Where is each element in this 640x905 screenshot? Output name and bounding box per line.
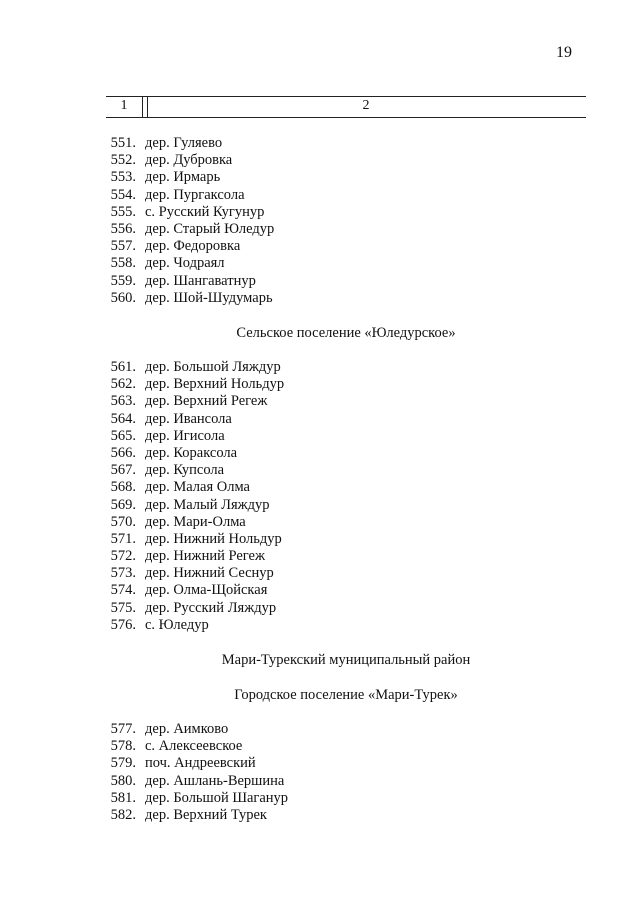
settlement-name: дер. Верхний Турек (145, 806, 267, 823)
item-number: 574. (110, 582, 136, 599)
list-item (106, 273, 274, 290)
list-item (106, 790, 288, 807)
settlement-name: дер. Верхний Нольдур (145, 376, 285, 393)
column-number-1: 1 (120, 98, 128, 113)
list-item (106, 773, 288, 790)
list-item (106, 617, 284, 634)
settlement-list-1 (106, 135, 274, 307)
settlement-name: поч. Андреевский (145, 755, 256, 772)
item-number: 566. (110, 444, 136, 461)
settlement-name: дер. Пургаксола (145, 186, 245, 203)
settlement-name: дер. Русский Ляждур (145, 599, 277, 616)
item-number: 582. (110, 806, 136, 823)
settlement-name: дер. Гуляево (145, 135, 223, 151)
item-number: 568. (110, 479, 136, 496)
list-item (106, 462, 284, 479)
item-number: 580. (110, 772, 136, 789)
list-item (106, 204, 274, 221)
list-item (106, 359, 284, 376)
item-number: 554. (110, 186, 136, 203)
item-number: 577. (110, 721, 136, 737)
settlement-name: с. Юледур (145, 616, 209, 633)
settlement-name: дер. Дубровка (145, 152, 233, 169)
list-item (106, 238, 274, 255)
item-number: 581. (110, 789, 136, 806)
item-number: 573. (110, 565, 136, 582)
settlement-name: дер. Большой Шаганур (145, 789, 289, 806)
settlement-name: дер. Кораксола (145, 444, 238, 461)
item-number: 571. (110, 530, 136, 547)
item-number: 567. (110, 462, 136, 479)
item-number: 560. (110, 289, 136, 306)
item-number: 575. (110, 599, 136, 616)
item-number: 561. (110, 359, 136, 375)
settlement-name: дер. Малый Ляждур (145, 496, 270, 513)
list-item (106, 428, 284, 445)
item-number: 563. (110, 393, 136, 410)
settlement-name: дер. Ашлань-Вершина (145, 772, 285, 789)
settlement-name: дер. Олма-Щойская (145, 582, 268, 599)
settlement-name: дер. Мари-Олма (145, 513, 246, 530)
list-item (106, 755, 288, 772)
list-item (106, 738, 288, 755)
list-item (106, 548, 284, 565)
item-number: 579. (110, 755, 136, 772)
settlement-name: дер. Ивансола (145, 410, 232, 427)
list-item (106, 152, 274, 169)
list-item (106, 600, 284, 617)
district-heading: Мари-Турекский муниципальный район (221, 652, 471, 668)
item-number: 564. (110, 410, 136, 427)
list-item (106, 531, 284, 548)
item-number: 553. (110, 169, 136, 186)
table-column-header (106, 96, 586, 118)
settlement-name: дер. Аимково (145, 721, 229, 737)
list-item (106, 187, 274, 204)
list-item (106, 169, 274, 186)
column-number-2: 2 (362, 98, 370, 113)
settlement-name: дер. Шой-Шудумарь (145, 289, 273, 306)
settlement-name: с. Алексеевское (145, 738, 243, 755)
item-number: 576. (110, 616, 136, 633)
list-item (106, 479, 284, 496)
item-number: 555. (110, 203, 136, 220)
item-number: 557. (110, 238, 136, 255)
section-heading-mari-turek: Городское поселение «Мари-Турек» (234, 687, 458, 703)
settlement-name: дер. Нижний Сеснур (145, 565, 274, 582)
list-item (106, 514, 284, 531)
list-item (106, 221, 274, 238)
item-number: 559. (110, 272, 136, 289)
list-item (106, 255, 274, 272)
item-number: 569. (110, 496, 136, 513)
settlement-name: дер. Федоровка (145, 238, 241, 255)
settlement-name: дер. Игисола (145, 427, 225, 444)
settlement-name: дер. Большой Ляждур (145, 359, 281, 375)
list-item (106, 290, 274, 307)
list-item (106, 807, 288, 824)
settlement-name: дер. Нижний Регеж (145, 548, 265, 565)
section-heading-yuledurskoe: Сельское поселение «Юледурское» (236, 325, 456, 341)
item-number: 562. (110, 376, 136, 393)
item-number: 556. (110, 220, 136, 237)
settlement-name: дер. Чодраял (145, 255, 225, 272)
list-item (106, 582, 284, 599)
settlement-name: с. Русский Кугунур (145, 203, 265, 220)
item-number: 558. (110, 255, 136, 272)
settlement-name: дер. Старый Юледур (145, 220, 275, 237)
item-number: 552. (110, 152, 136, 169)
item-number: 578. (110, 738, 136, 755)
settlement-list-2 (106, 359, 284, 634)
item-number: 570. (110, 513, 136, 530)
list-item (106, 445, 284, 462)
page-number: 19 (556, 44, 572, 61)
settlement-name: дер. Шангаватнур (145, 272, 256, 289)
item-number: 572. (110, 548, 136, 565)
settlement-name: дер. Ирмарь (145, 169, 221, 186)
list-item (106, 376, 284, 393)
settlement-name: дер. Верхний Регеж (145, 393, 268, 410)
settlement-name: дер. Нижний Нольдур (145, 530, 282, 547)
item-number: 551. (110, 135, 136, 151)
settlement-name: дер. Малая Олма (145, 479, 250, 496)
list-item (106, 393, 284, 410)
list-item (106, 721, 288, 738)
list-item (106, 411, 284, 428)
list-item (106, 135, 274, 152)
item-number: 565. (110, 427, 136, 444)
list-item (106, 565, 284, 582)
settlement-list-3 (106, 721, 288, 824)
list-item (106, 497, 284, 514)
settlement-name: дер. Купсола (145, 462, 225, 479)
